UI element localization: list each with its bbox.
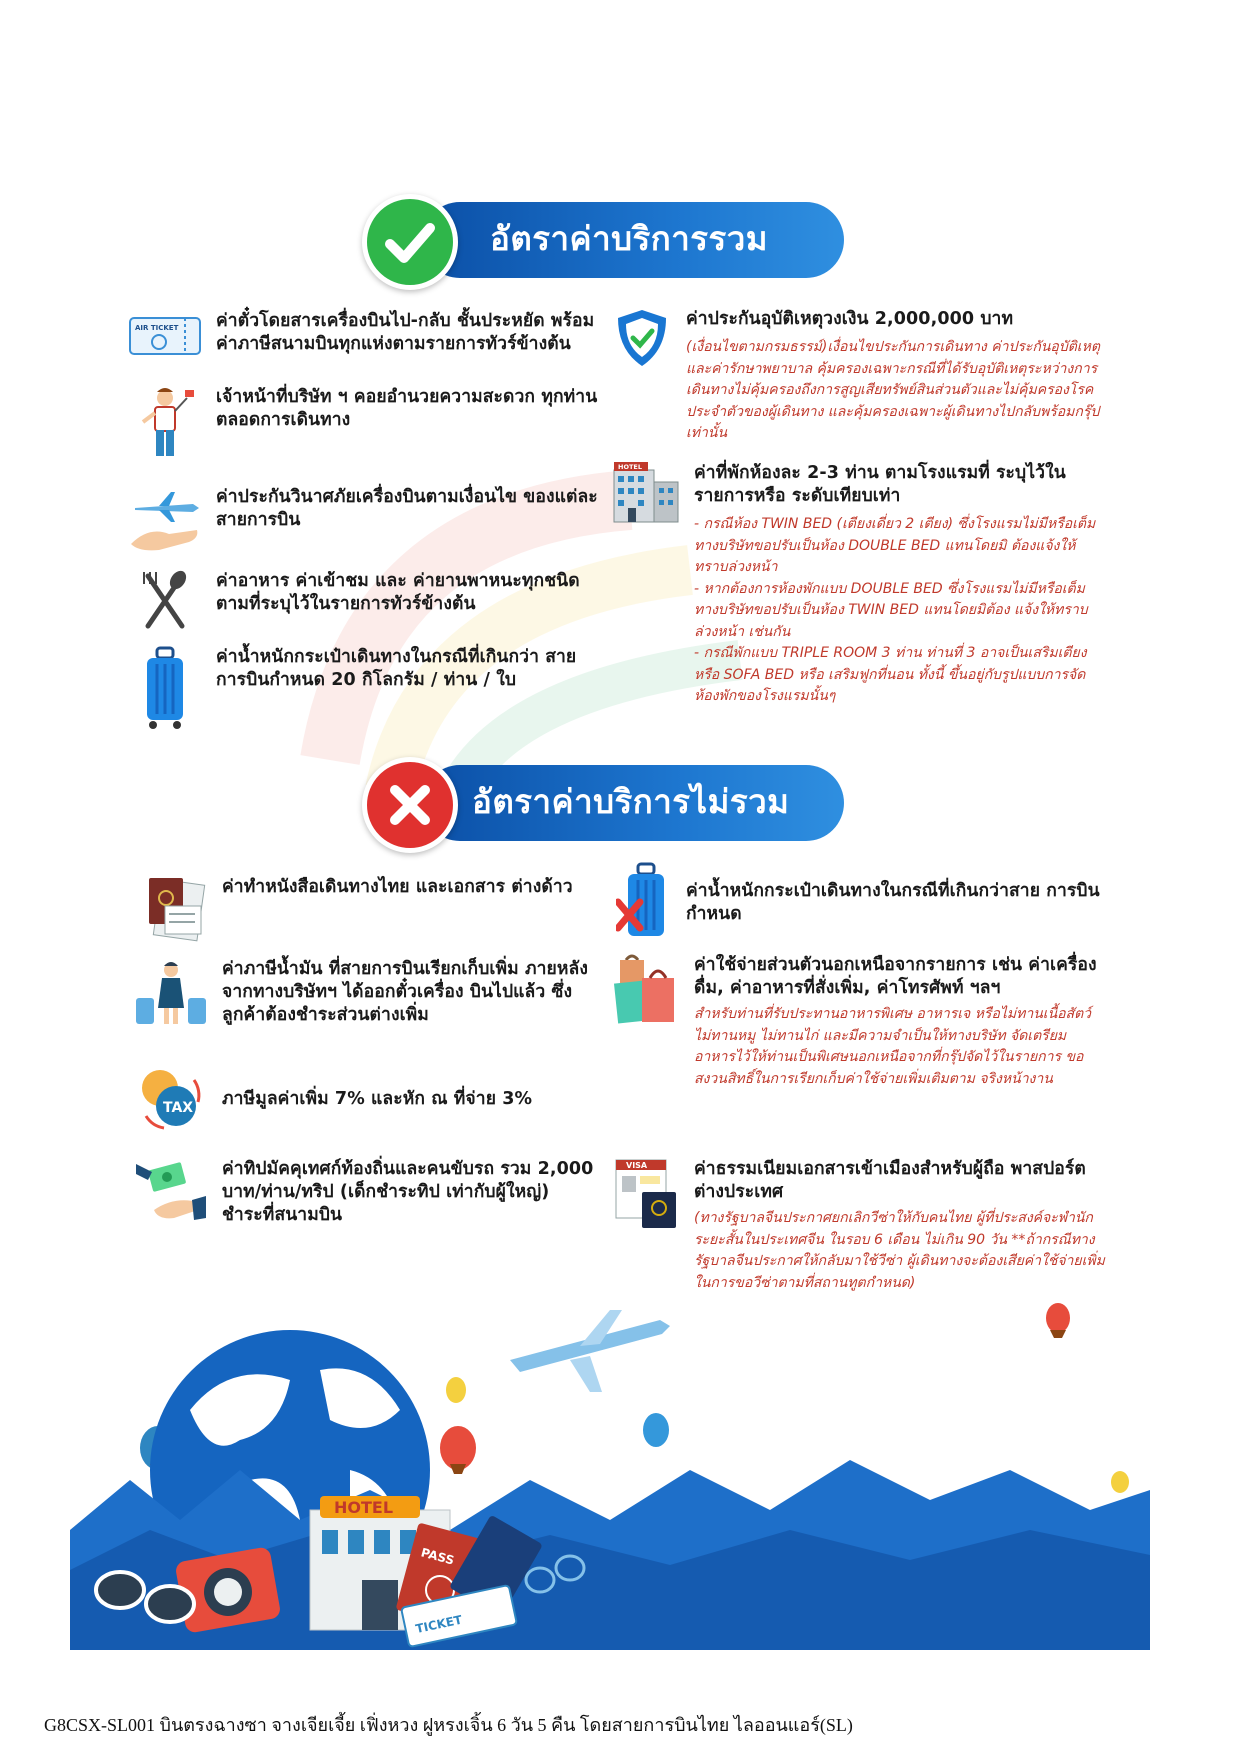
hotel-icon-label: HOTEL [618, 463, 642, 471]
included-item-air-ticket [128, 310, 598, 384]
personal-text: ค่าใช้จ่ายส่วนตัวนอกเหนือจากรายการ เช่น ค่าเครื่องดื่ม, ค่าอาหารที่สั่งเพิ่ม, ค่าโทรศัพท์ ฯลฯ [694, 955, 1097, 998]
fork-knife-icon [140, 570, 190, 630]
pass-label: PASS [419, 1545, 456, 1568]
hotel-note-line: - หากต้องการห้องพักแบบ DOUBLE BED ซึ่งโรงแรมไม่มีหรือเต็ม ทางบริษัทขอปรับเป็นห้อง TWIN BED แทนโดยมิต้อง แจ้งให้ทราบล่วงหน้า เช่นกัน [694, 580, 1088, 640]
flight-attendant-icon [134, 958, 208, 1028]
cross-icon [385, 780, 435, 830]
excluded-text-luggage: ค่าน้ำหนักกระเป๋าเดินทางในกรณีที่เกินกว่าสาย การบินกำหนด [686, 881, 1100, 924]
included-text-meals: ค่าอาหาร ค่าเข้าชม และ ค่ายานพาหนะทุกชนิด ตามที่ระบุไว้ในรายการทัวร์ข้างต้น [216, 571, 580, 614]
footer-tour-code: G8CSX-SL001 บินตรงฉางซา จางเจียเจี้ย เฟิ่งหวง ฝูหรงเจิ้น 6 วัน 5 คืน โดยสายการบินไทย ไลออนแอร์(SL) [44, 1715, 853, 1735]
excluded-item-tip [134, 1158, 594, 1232]
included-text-tour-guide: เจ้าหน้าที่บริษัท ฯ คอยอำนวยความสะดวก ทุกท่านตลอดการเดินทาง [216, 387, 598, 430]
visa-passport-icon [612, 1158, 680, 1230]
luggage-x-icon [616, 862, 672, 946]
ticket-label: TICKET [414, 1612, 464, 1637]
excluded-text-fuel-tax: ค่าภาษีน้ำมัน ที่สายการบินเรียกเก็บเพิ่ม ภายหลังจากทางบริษัทฯ ได้ออกตั๋วเครื่อง บินไปแล้ว ซึ่งลูกค้าต้องชำระส่วนต่างเพิ่ม [222, 959, 588, 1025]
hot-air-balloon [446, 1377, 466, 1403]
hotel-text: ค่าที่พักห้องละ 2-3 ท่าน ตามโรงแรมที่ ระบุไว้ในรายการหรือ ระดับเทียบเท่า [694, 463, 1066, 506]
included-banner [362, 194, 844, 270]
airplane-icon [510, 1310, 670, 1392]
excluded-banner [362, 757, 844, 833]
included-item-hotel [612, 462, 1102, 708]
hot-air-balloon [643, 1413, 669, 1447]
excluded-item-passport [134, 876, 594, 950]
excluded-text-vat: ภาษีมูลค่าเพิ่ม 7% และหัก ณ ที่จ่าย 3% [222, 1089, 533, 1109]
included-text-airplane-insurance: ค่าประกันวินาศภัยเครื่องบินตามเงื่อนไข ของแต่ละสายการบิน [216, 487, 598, 530]
hot-air-balloon [1046, 1303, 1070, 1338]
hotel-note-line: - กรณีพักแบบ TRIPLE ROOM 3 ท่าน ท่านที่ 3 อาจเป็นเสริมเตียง หรือ SOFA BED หรือ เสริมฟูกที่นอน ทั้งนี้ ขึ้นอยู่กับรูปแบบการจัดห้องพักของโรงแรมนั้นๆ [694, 645, 1087, 704]
hot-air-balloon [1111, 1471, 1129, 1493]
passport-documents-icon [135, 876, 207, 946]
check-icon [382, 214, 438, 270]
excluded-badge [362, 757, 458, 853]
insurance-text: ค่าประกันอุบัติเหตุวงเงิน 2,000,000 บาท [686, 309, 1014, 329]
included-item-tour-guide [128, 386, 598, 460]
included-item-insurance [612, 308, 1102, 445]
air-ticket-label: AIR TICKET [135, 324, 179, 332]
hotel-icon [612, 462, 680, 524]
tax-coin-icon [138, 1066, 204, 1132]
included-badge [362, 194, 458, 290]
excluded-text-tip: ค่าทิปมัคคุเทศก์ท้องถิ่นและคนขับรถ รวม 2,000 บาท/ท่าน/ทริป (เด็กชำระทิป เท่ากับผู้ใหญ่) ชำระที่สนามบิน [222, 1159, 594, 1225]
tour-guide-icon [135, 386, 195, 460]
shopping-bags-icon [612, 954, 680, 1026]
included-title: อัตราค่าบริการรวม [490, 219, 769, 258]
luggage-icon [143, 646, 187, 730]
excluded-item-visa [612, 1158, 1106, 1294]
visa-text: ค่าธรรมเนียมเอกสารเข้าเมืองสำหรับผู้ถือ พาสปอร์ตต่างประเทศ [694, 1159, 1086, 1202]
hotel-sign: HOTEL [334, 1498, 394, 1517]
personal-note: สำหรับท่านที่รับประทานอาหารพิเศษ อาหารเจ หรือไม่ทานเนื้อสัตว์ ไม่ทานหมู ไม่ทานไก่ และมีความจำเป็นให้ทางบริษัท จัดเตรียมอาหารไว้ให้ท่านเป็นพิเศษนอกเหนือจากที่กรุ๊ปจัดไว้ในรายการ ขอสงวนสิทธิ์ในการเรียกเก็บค่าใช้จ่ายเพิ่มเติมตาม จริงหน้างาน [694, 1006, 1092, 1087]
airplane-hand-icon [129, 486, 201, 552]
visa-note: (ทางรัฐบาลจีนประกาศยกเลิกวีซ่าให้กับคนไทย ผู้ที่ประสงค์จะพำนักระยะสั้นในประเทศจีน ในรอบ 6 เดือน ไม่เกิน 90 วัน **ถ้ากรณีทางรัฐบาลจีนประกาศให้กลับมาใช้วีซ่า ผู้เดินทางจะต้องเสียค่าใช้จ่ายเพิ่มในการขอวีซ่าตามที่สถานทูตกำหนด) [694, 1210, 1105, 1291]
excluded-item-personal [612, 954, 1106, 1090]
insurance-note: (เงื่อนไขตามกรมธรรม์)เงื่อนไขประกันการเดินทาง ค่าประกันอุบัติเหตุและค่ารักษาพยาบาล คุ้มครองเฉพาะกรณีที่ได้รับอุบัติเหตุระหว่างการเดินทางไม่คุ้มครองถึงการสูญเสียทรัพย์สินส่วนตัวและไม่คุ้มครองโรคประจำตัวของผู้เดินทาง และคุ้มครองเฉพาะผู้เดินทางไปกลับพร้อมกรุ๊ปเท่านั้น [686, 339, 1100, 441]
included-text-air-ticket: ค่าตั๋วโดยสารเครื่องบินไป-กลับ ชั้นประหยัด พร้อมค่าภาษีสนามบินทุกแห่งตามรายการทัวร์ข้างต้น [216, 311, 595, 354]
hotel-notes [694, 514, 1102, 708]
excluded-item-fuel-tax [134, 958, 594, 1032]
air-ticket-icon [129, 314, 201, 358]
included-item-airplane-insurance [128, 486, 598, 560]
included-item-luggage [128, 646, 598, 720]
excluded-item-luggage [616, 862, 1106, 936]
hot-air-balloon [440, 1426, 476, 1474]
hotel-note-line: - กรณีห้อง TWIN BED (เตียงเดี่ยว 2 เตียง) ซึ่งโรงแรมไม่มีหรือเต็ม ทางบริษัทขอปรับเป็นห้อง DOUBLE BED แทนโดยมิ ต้องแจ้งให้ทราบล่วงหน้า [694, 516, 1096, 575]
included-item-meals [128, 570, 598, 644]
excluded-item-vat [134, 1066, 594, 1140]
visa-label: VISA [626, 1161, 648, 1170]
tip-money-icon [134, 1158, 208, 1224]
shield-check-icon [614, 308, 670, 368]
included-text-luggage: ค่าน้ำหนักกระเป๋าเดินทางในกรณีที่เกินกว่า สายการบินกำหนด 20 กิโลกรัม / ท่าน / ใบ [216, 647, 577, 690]
tax-label: TAX [163, 1100, 194, 1116]
excluded-title: อัตราค่าบริการไม่รวม [472, 782, 790, 821]
excluded-text-passport: ค่าทำหนังสือเดินทางไทย และเอกสาร ต่างด้าว [222, 877, 573, 897]
travel-illustration [70, 1300, 1150, 1650]
